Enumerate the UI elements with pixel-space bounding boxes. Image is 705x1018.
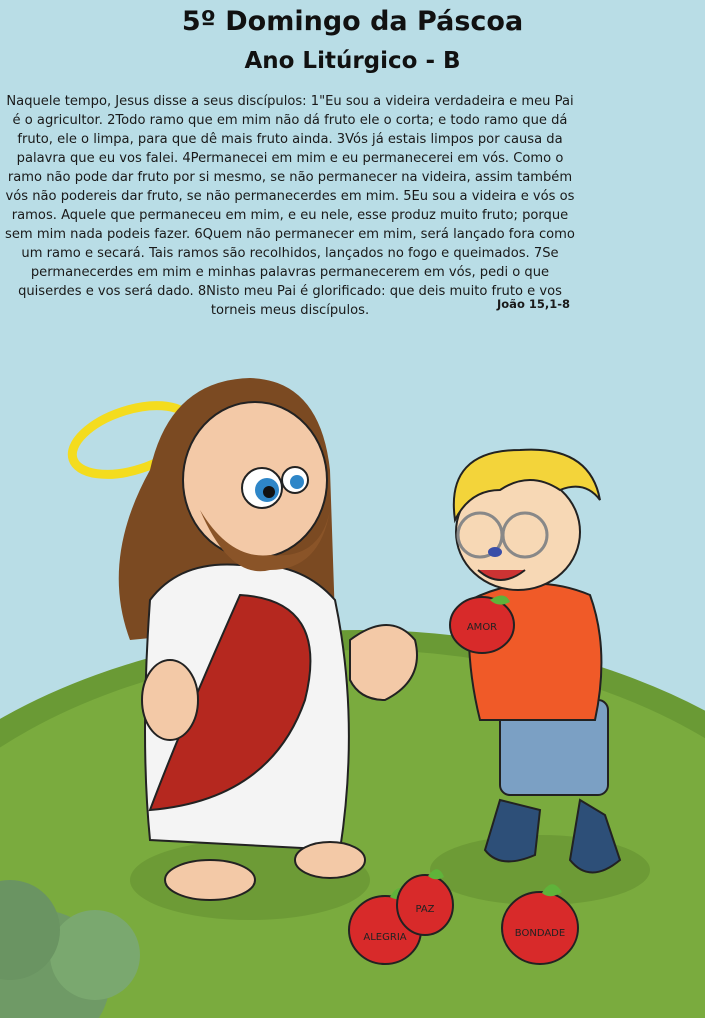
apple-label-love: AMOR <box>466 622 498 633</box>
bible-reference: João 15,1-8 <box>497 297 570 311</box>
page-subtitle: Ano Litúrgico - B <box>244 48 461 74</box>
apple-label-kindness: BONDADE <box>514 928 566 939</box>
gospel-passage: Naquele tempo, Jesus disse a seus discípulos: 1"Eu sou a videira verdadeira e meu Pai é o agricultor. 2Todo ramo que em mim não dá fruto ele o corta; e todo ramo que dá fruto, ele o limpa, para que dê mais fruto ainda. 3Vós já estais limpos por causa da palavra que eu vos falei. 4Permanecei em mim e eu permanecerei em vós. Como o ramo não pode dar fruto por si mesmo, se não permanecer na videira, assim também vós não podereis dar fruto, se não permanecerdes em mim. 5Eu sou a videira e vós os ramos. Aquele que permaneceu em mim, e eu nele, esse produz muito fruto; porque sem mim nada podeis fazer. 6Quem não permanecer em mim, será lançado fora como um ramo e secará. Tais ramos são recolhidos, lançados no fogo e queimados. 7Se permanecerdes em mim e minhas palavras permanecerem em vós, pedi o que quiserdes e vos será dado. 8Nisto meu Pai é glorificado: que deis muito fruto e vos torneis meus discípulos. <box>5 94 575 318</box>
apple-held <box>450 595 514 653</box>
apple-label-peace: PAZ <box>415 904 435 915</box>
apple-label-joy: ALEGRIA <box>363 932 407 943</box>
page-title: 5º Domingo da Páscoa <box>181 6 524 37</box>
